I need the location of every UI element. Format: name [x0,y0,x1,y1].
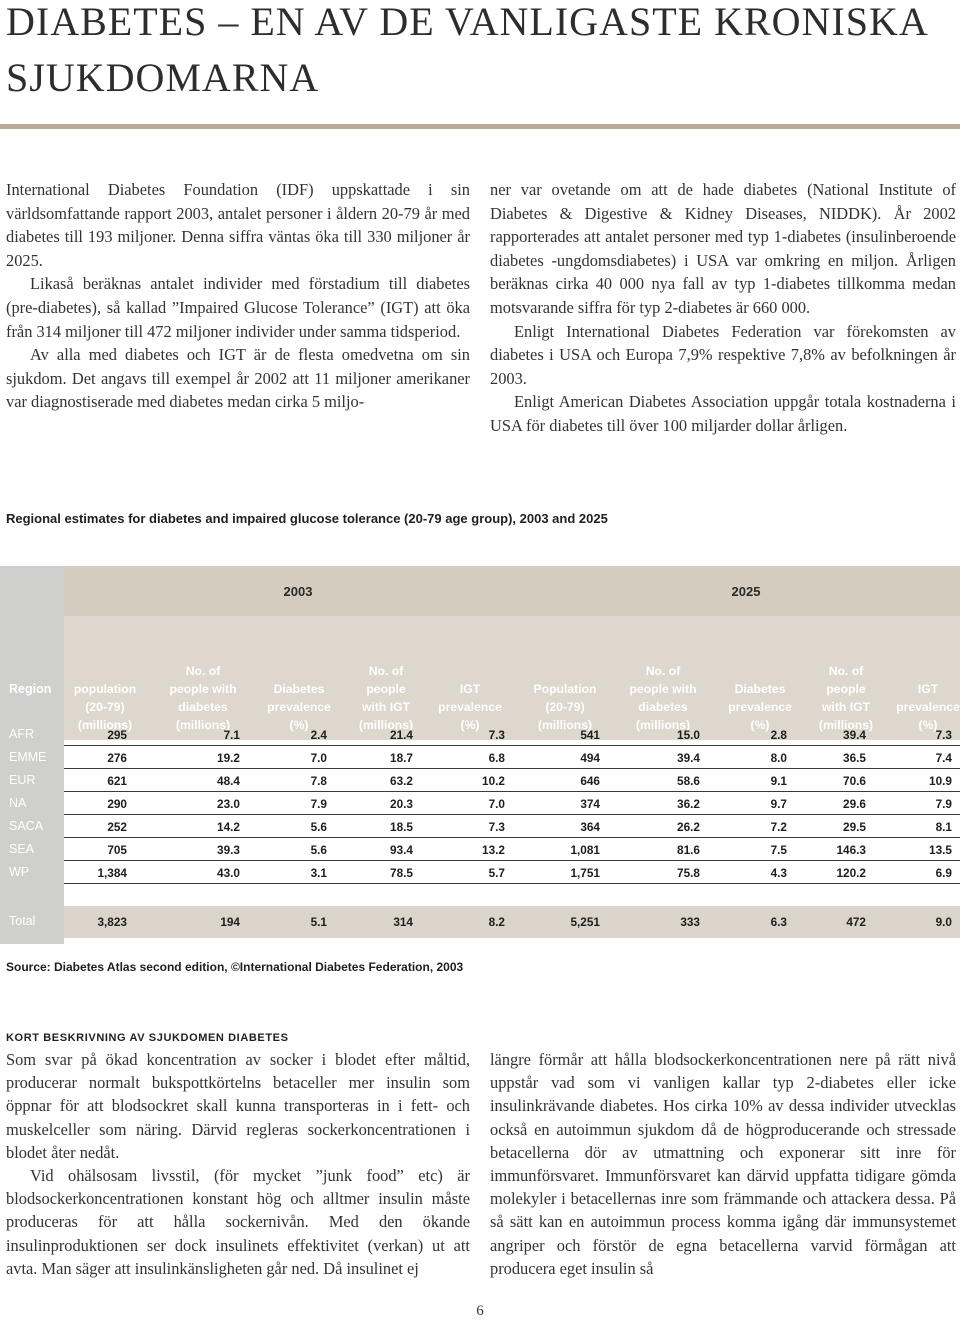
table-cell: 252 [107,820,127,834]
table-row [0,792,960,815]
table-cell: 7.5 [770,843,787,857]
column-header-line: prevalence [896,700,960,714]
table-cell: 2.4 [310,728,327,742]
table-cell: 36.2 [677,797,700,811]
region-cell: WP [9,865,30,879]
column-header [613,616,713,740]
table-cell: 13.2 [482,843,505,857]
region-cell: EUR [9,773,36,787]
table-cell: 20.3 [390,797,413,811]
title-rule [0,124,960,129]
table-row [0,838,960,861]
total-cell: 8.2 [488,915,505,929]
table-row [0,861,960,884]
table-cell: 7.2 [770,820,787,834]
row-divider [64,883,960,884]
column-header-line: Diabetes [273,682,325,696]
table-cell: 146.3 [836,843,866,857]
table-cell: 58.6 [677,774,700,788]
total-cell: 314 [393,915,413,929]
table-cell: 78.5 [390,866,413,880]
table-row [0,746,960,769]
column-header-line: No. of [368,664,404,678]
table-cell: 14.2 [217,820,240,834]
table-cell: 7.4 [935,751,952,765]
table-source: Source: Diabetes Atlas second edition, ©International Diabetes Federation, 2003 [6,960,464,974]
column-header-line: No. of [185,664,221,678]
table-cell: 290 [107,797,127,811]
column-header-line: prevalence [438,700,502,714]
column-header-line: (20-79) [545,700,585,714]
column-header-line: (millions) [537,718,593,732]
region-cell: AFR [9,727,34,741]
table-cell: 7.8 [310,774,327,788]
section-paragraph: Som svar på ökad koncentration av socker i blodet efter måltid, producerar normalt bukspottkörtelns betaceller mer insulin som öppnar för att blodsockret skall kunna transporteras in i fett- och muskelceller som näring. Därvid regleras sockerkoncentrationen i blodet åter nedåt. [6,1050,470,1162]
table-cell: 19.2 [217,751,240,765]
table-cell: 39.3 [217,843,240,857]
column-header-line: diabetes [638,700,688,714]
table-cell: 364 [580,820,600,834]
column-header-line: people [366,682,406,696]
table-cell: 63.2 [390,774,413,788]
table-cell: 10.9 [929,774,952,788]
total-cell: 6.3 [770,915,787,929]
table-cell: 21.4 [390,728,413,742]
total-cell: 3,823 [97,915,127,929]
column-header-line: IGT [459,682,481,696]
column-header-line: (millions) [635,718,691,732]
table-cell: 48.4 [217,774,240,788]
total-cell: 5,251 [570,915,600,929]
column-header-line: people [826,682,866,696]
table-cell: 8.0 [770,751,787,765]
region-cell: EMME [9,750,47,764]
page-title: DIABETES – EN AV DE VANLIGASTE KRONISKA SJUKDOMARNA [6,0,927,100]
table-cell: 13.5 [929,843,952,857]
table-cell: 494 [580,751,600,765]
year-header-2003: 2003 [64,566,532,616]
table-cell: 18.7 [390,751,413,765]
table-cell: 7.9 [310,797,327,811]
table-cell: 15.0 [677,728,700,742]
column-header-line: prevalence [267,700,331,714]
table-cell: 7.1 [223,728,240,742]
region-cell: SEA [9,842,35,856]
intro-paragraph: ner var ovetande om att de hade diabetes (National Institute of Diabetes & Digestive & Kidney Diseases, NIDDK). År 2002 rapporterades att antalet personer med typ 1-diabetes (insulinberoende diabetes -ungdomsdiabetes) i USA var omkring en miljon. Årligen beräknas cirka 40 000 nya fall av typ 1-diabetes tillkomma medan motsvarande siffra för typ 2-diabetes är 660 000. [490,180,956,317]
table-cell: 621 [107,774,127,788]
intro-paragraph: Enligt International Diabetes Federation var förekomsten av diabetes i USA och Europa 7,9% respektive 7,8% av befolkningen år 2003. [490,321,956,388]
section-paragraph: Vid ohälsosam livsstil, (för mycket ”junk food” etc) är blodsockerkoncentrationen konstant hög och alltmer insulin måste produceras för att hålla sockernivån. Med den ökande insulinproduktionen ser dock insulinets effektivitet (verkan) ut att avta. Man säger att insulinkänsligheten går ned. Då insulinet ej [6,1166,470,1278]
table-cell: 6.8 [488,751,505,765]
table-cell: 5.6 [310,843,327,857]
column-header-line: with IGT [821,700,871,714]
table-cell: 9.1 [770,774,787,788]
intro-paragraph: Enligt American Diabetes Association uppgår totala kostnaderna i USA för diabetes till över 100 miljarder dollar årligen. [490,392,956,435]
table-cell: 1,751 [570,866,600,880]
column-header [249,616,349,740]
column-header-line: Population [533,682,597,696]
total-cell: 5.1 [310,915,327,929]
table-row [0,815,960,838]
column-header-line: (%) [918,718,938,732]
table-cell: 276 [107,751,127,765]
table-cell: 1,081 [570,843,600,857]
table-cell: 81.6 [677,843,700,857]
page-number: 6 [476,1303,484,1319]
table-cell: 7.3 [488,820,505,834]
table-cell: 18.5 [390,820,413,834]
total-cell: 194 [220,915,240,929]
table-cell: 120.2 [836,866,866,880]
column-header [515,616,615,740]
table-cell: 7.3 [935,728,952,742]
table-cell: 7.0 [310,751,327,765]
column-header-line: (%) [460,718,480,732]
column-header-line: (millions) [818,718,874,732]
table-cell: 29.6 [843,797,866,811]
intro-paragraph: Av alla med diabetes och IGT är de flesta omedvetna om sin sjukdom. Det angavs till exempel år 2002 att 11 miljoner amerikaner var diagnostiserade med diabetes medan cirka 5 miljo- [6,345,470,412]
total-cell: 333 [680,915,700,929]
column-header-line: Diabetes [734,682,786,696]
region-header: Region [9,682,52,696]
column-header-line: No. of [828,664,864,678]
table-cell: 23.0 [217,797,240,811]
table-cell: 2.8 [770,728,787,742]
total-label: Total [9,914,36,928]
table-cell: 646 [580,774,600,788]
region-cell: SACA [9,819,44,833]
table-cell: 26.2 [677,820,700,834]
intro-column-right [490,178,956,438]
intro-paragraph: International Diabetes Foundation (IDF) uppskattade i sin världsomfattande rapport 2003, antalet personer i åldern 20-79 år med diabetes till 193 miljoner. Denna siffra väntas öka till 330 miljoner år 2025. [6,180,470,270]
intro-paragraph: Likaså beräknas antalet individer med förstadium till diabetes (pre-diabetes), så kallad ”Impaired Glucose Tolerance” (IGT) att öka från 314 miljoner till 472 miljoner individer under samma tidsperiod. [6,274,470,341]
table-cell: 39.4 [843,728,866,742]
table-cell: 93.4 [390,843,413,857]
table-row [0,723,960,746]
column-header-line: population [73,682,137,696]
column-header-line: (%) [289,718,309,732]
column-header-line: (millions) [358,718,414,732]
table-cell: 295 [107,728,127,742]
region-cell: NA [9,796,27,810]
table-cell: 10.2 [482,774,505,788]
total-cell: 9.0 [935,915,952,929]
table-cell: 7.9 [935,797,952,811]
column-header-line: diabetes [178,700,228,714]
table-cell: 7.0 [488,797,505,811]
table-cell: 36.5 [843,751,866,765]
section-column-right [490,1048,956,1280]
table-total-row [0,906,960,938]
table-cell: 70.6 [843,774,866,788]
table-cell: 1,384 [97,866,127,880]
section-column-left [6,1048,470,1280]
table-cell: 9.7 [770,797,787,811]
table-cell: 705 [107,843,127,857]
column-header-line: (millions) [175,718,231,732]
table-cell: 5.7 [488,866,505,880]
column-header-line: with IGT [361,700,411,714]
table-cell: 541 [580,728,600,742]
column-header [55,616,155,740]
year-header-2025: 2025 [532,566,960,616]
column-header [710,616,810,740]
table-cell: 75.8 [677,866,700,880]
table-cell: 4.3 [770,866,787,880]
column-header-line: people with [629,682,697,696]
table-cell: 7.3 [488,728,505,742]
table-cell: 39.4 [677,751,700,765]
table-cell: 6.9 [935,866,952,880]
total-cell: 472 [846,915,866,929]
diabetes-table [0,566,960,944]
column-header-line: No. of [645,664,681,678]
column-header-line: prevalence [728,700,792,714]
table-cell: 43.0 [217,866,240,880]
intro-column-left [6,178,470,414]
total-row-band [64,906,960,938]
column-header [153,616,253,740]
table-cell: 29.5 [843,820,866,834]
column-header-line: people with [169,682,237,696]
table-title: Regional estimates for diabetes and impaired glucose tolerance (20-79 age group), 2003 and 2025 [6,511,608,526]
table-cell: 8.1 [935,820,952,834]
column-header-line: (20-79) [85,700,125,714]
column-header-line: (millions) [77,718,133,732]
column-header [420,616,520,740]
section-heading: KORT BESKRIVNING AV SJUKDOMEN DIABETES [6,1032,289,1044]
table-row [0,769,960,792]
column-header [878,616,960,740]
column-header-line: (%) [750,718,770,732]
section-paragraph: längre förmår att hålla blodsockerkoncentrationen nere på rätt nivå uppstår vad som vi vanligen kallar typ 2-diabetes eller icke insulinkrävande diabetes. Hos cirka 10% av dessa individer utvecklas också en autoimmun sjukdom då de högproducerande och stressade betacellerna dör av utmattning och exponerar sitt inre för immunförsvaret. Immunförsvaret kan därvid uppfatta tidigare gömda molekyler i betacellernas inre som främmande och attackera dessa. På så sätt kan en autoimmun process komma igång där immunsystemet angriper och förstör de egna betacellerna varvid förmågan att producera eget insulin så [490,1050,956,1278]
column-header-line: IGT [917,682,939,696]
table-cell: 3.1 [310,866,327,880]
table-cell: 5.6 [310,820,327,834]
table-cell: 374 [580,797,600,811]
